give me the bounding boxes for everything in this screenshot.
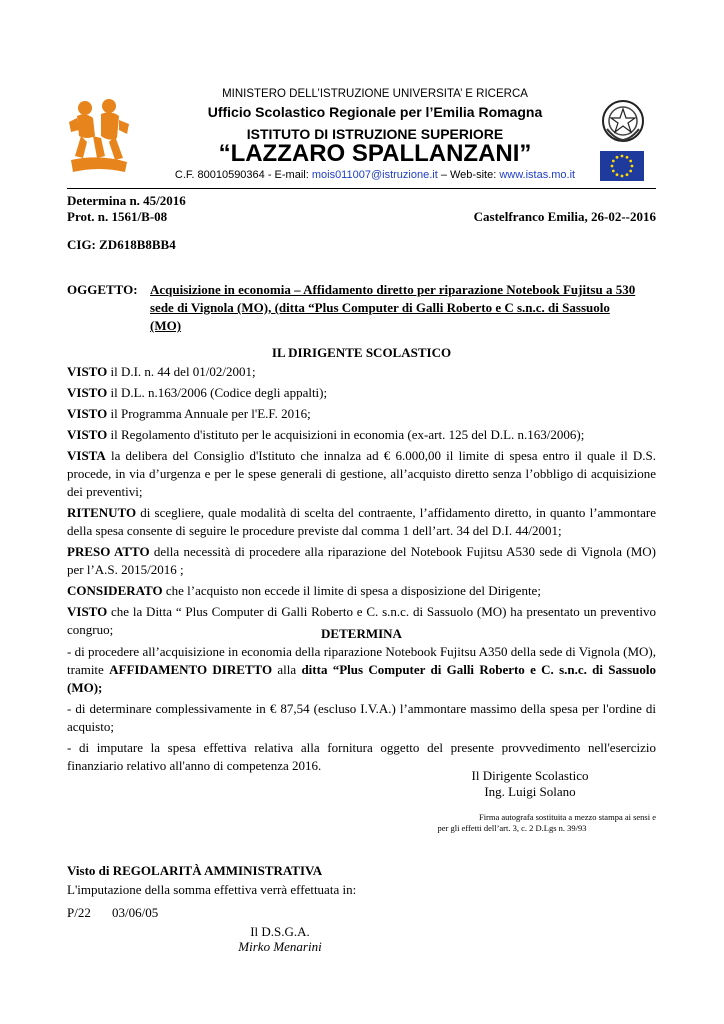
determina-list <box>67 643 656 778</box>
ritenuto-item <box>67 504 656 540</box>
capitolo-date: 03/06/05 <box>112 905 159 920</box>
regolarita-heading: Visto di REGOLARITÀ AMMINISTRATIVA <box>67 863 323 878</box>
visti-list <box>67 363 656 642</box>
preso-atto-item <box>67 543 656 579</box>
determina-item-text: alla <box>272 662 302 677</box>
signature-name: Ing. Luigi Solano <box>484 784 576 799</box>
allegorical-figures-logo-icon <box>67 96 131 174</box>
considerato-item <box>67 582 656 600</box>
determina-item-text: - di determinare complessivamente in € 87,54 (escluso I.V.A.) l’ammontare massimo della spesa per l'ordine di acquisto; <box>67 701 656 734</box>
regolarita-line: L'imputazione della somma effettiva verrà effettuata in: <box>67 882 357 897</box>
ministry-line: MINISTERO DELL’ISTRUZIONE UNIVERSITA’ E RICERCA <box>222 88 528 100</box>
visto-keyword: VISTO <box>67 406 108 421</box>
visto-text: il Programma Annuale per l'E.F. 2016; <box>107 406 311 421</box>
vista-item <box>67 447 656 501</box>
visto-keyword: VISTO <box>67 427 108 442</box>
signature-title: Il Dirigente Scolastico <box>471 768 589 783</box>
preso-atto-text: della necessità di procedere alla riparazione del Notebook Fujitsu A530 sede di Vignola (MO) per l’A.S. 2015/2016 ; <box>67 544 656 577</box>
eu-flag-icon <box>600 151 644 181</box>
vista-text: la delibera del Consiglio d'Istituto che innalza ad € 6.000,00 il limite di spesa entro il quale il D.S. procede, in via d’urgenza e per le spese generali di gestione, all’acquisto diretto senza l’obbligo di acquisizione dei preventivi; <box>67 448 656 499</box>
determina-item <box>67 700 656 736</box>
office-line: Ufficio Scolastico Regionale per l’Emilia Romagna <box>207 104 543 120</box>
ritenuto-keyword: RITENUTO <box>67 505 137 520</box>
visto-item <box>67 363 656 381</box>
ritenuto-text: di scegliere, quale modalità di scelta del contraente, l’affidamento diretto, in quanto l’ammontare della spesa consente di seguire le procedure previste dal comma 1 dell’art. 34 del D.I. 44/2001; <box>67 505 656 538</box>
visto-text: il D.I. n. 44 del 01/02/2001; <box>107 364 256 379</box>
capitolo-p: P/22 <box>67 905 91 920</box>
considerato-text: che l’acquisto non eccede il limite di spesa a disposizione del Dirigente; <box>162 583 541 598</box>
website-link[interactable]: www.istas.mo.it <box>499 169 576 181</box>
website-label: – Web-site: <box>437 169 500 181</box>
visto-text: il D.L. n.163/2006 (Codice degli appalti); <box>107 385 328 400</box>
eu-flag <box>600 151 644 181</box>
determina-item <box>67 643 656 697</box>
visto-keyword: VISTO <box>67 364 108 379</box>
visto-text: il Regolamento d'istituto per le acquisizioni in economia (ex-art. 125 del D.L. n.163/2006); <box>107 427 585 442</box>
determina-heading: DETERMINA <box>321 626 402 641</box>
considerato-keyword: CONSIDERATO <box>67 583 163 598</box>
dsga-title: Il D.S.G.A. <box>250 924 310 939</box>
oggetto-line-1: Acquisizione in economia – Affidamento diretto per riparazione Notebook Fujitsu a 530 <box>150 282 636 297</box>
determina-number: Determina n. 45/2016 <box>67 193 186 208</box>
contact-line <box>150 169 600 181</box>
place-date: Castelfranco Emilia, 26-02--2016 <box>473 209 656 224</box>
oggetto-line-2: sede di Vignola (MO), (ditta “Plus Computer di Galli Roberto e C s.n.c. di Sassuolo <box>150 300 610 315</box>
affidamento-diretto-text: AFFIDAMENTO DIRETTO <box>109 662 273 677</box>
email-link[interactable]: mois011007@istruzione.it <box>311 169 438 181</box>
visto-item <box>67 384 656 402</box>
visto-item <box>67 426 656 444</box>
determina-item-text: - di imputare la spesa effettiva relativa alla fornitura oggetto del presente provvedimento nell'esercizio finanziario relativo all'anno di competenza 2016. <box>67 740 656 773</box>
dirigente-heading: IL DIRIGENTE SCOLASTICO <box>271 345 452 360</box>
visto-item <box>67 405 656 423</box>
visto-keyword: VISTO <box>67 385 108 400</box>
header-divider <box>67 188 656 189</box>
oggetto-text <box>150 281 656 335</box>
school-logo <box>67 96 131 174</box>
cig-code: CIG: ZD618B8BB4 <box>67 237 176 252</box>
determina-item-text: - di procedere all’acquisizione in economia della riparazione Notebook Fujitsu A350 della sede di Vignola (MO), tramite <box>67 644 656 677</box>
visto-keyword: VISTO <box>67 604 108 619</box>
institute-name: “LAZZARO SPALLANZANI” <box>218 140 532 167</box>
oggetto-label: OGGETTO: <box>67 282 138 297</box>
cf-text: C.F. 80010590364 - E-mail: <box>174 169 312 181</box>
oggetto-line-3: (MO) <box>150 318 182 333</box>
republic-emblem <box>601 99 645 143</box>
institute-type: ISTITUTO DI ISTRUZIONE SUPERIORE <box>246 126 504 142</box>
ditta-text: ditta “Plus Computer di Galli Roberto e C. s.n.c. di Sassuolo (MO); <box>67 662 656 695</box>
vista-keyword: VISTA <box>67 448 106 463</box>
dsga-name: Mirko Menarini <box>238 939 322 954</box>
signature-note-2: per gli effetti dell’art. 3, c. 2 D.Lgs n. 39/93 <box>437 823 587 833</box>
signature-note-1: Firma autografa sostituita a mezzo stampa ai sensi e <box>478 812 656 822</box>
visto-text: che la Ditta “ Plus Computer di Galli Roberto e C. s.n.c. di Sassuolo (MO) ha presentato un preventivo congruo; <box>67 604 656 637</box>
italian-republic-emblem-icon <box>601 99 645 143</box>
preso-atto-keyword: PRESO ATTO <box>67 544 150 559</box>
protocol-number: Prot. n. 1561/B-08 <box>67 209 168 224</box>
